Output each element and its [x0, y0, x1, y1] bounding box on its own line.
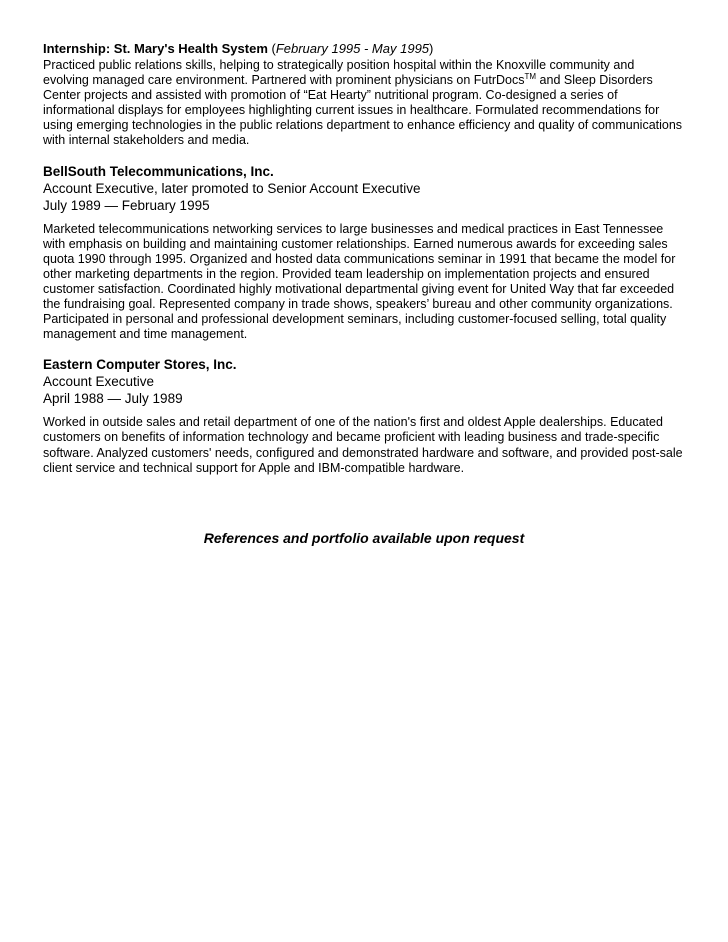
job-title: Account Executive, later promoted to Senior Account Executive — [43, 180, 421, 196]
company-name: Eastern Computer Stores, Inc. — [43, 357, 237, 373]
job-bellsouth — [43, 163, 683, 343]
job-description: Marketed telecommunications networking services to large businesses and medical practices in East Tennessee with emphasis on building and maintaining customer relationships. Earned numerous awards for exceeding sales quota 1990 through 1995. Organized and hosted data communications seminar in 1991 that became the model for other marketing departments in the region. Provided team leadership on implementation projects and ensured customer satisfaction. Coordinated highly motivational departmental giving event for United Way that far exceeded the fundraising goal. Represented company in trade shows, speakers’ bureau and other community organizations. Participated in personal and professional development seminars, including customer-focused selling, total quality management and time management. — [43, 221, 676, 342]
internship-title: Internship: St. Mary's Health System — [43, 41, 268, 56]
job-dates: April 1988 — July 1989 — [43, 391, 183, 407]
internship-description-part2: and Sleep Disorders Center projects and assisted with promotion of “Eat Hearty” nutritional program. Co-designed a series of informational displays for employees highlighting current issues in healthcare. Formulated recommendations for using emerging technologies in the public relations department to enhance efficiency and quality of communications with internal stakeholders and media. — [43, 73, 683, 148]
internship-section — [43, 40, 683, 149]
internship-dates: February 1995 - May 1995 — [275, 41, 430, 56]
internship-description — [43, 58, 683, 149]
job-eastern-computer — [43, 356, 683, 475]
references-note: References and portfolio available upon request — [203, 530, 525, 546]
resume-page — [43, 40, 683, 476]
job-dates: July 1989 — February 1995 — [43, 197, 210, 213]
internship-description-part1: Practiced public relations skills, helping to strategically position hospital within the Knoxville community and evolving managed care environment. Partnered with prominent physicians on FutrDocs — [43, 58, 635, 88]
trademark-mark: TM — [524, 72, 537, 82]
job-description: Worked in outside sales and retail department of one of the nation's first and oldest Apple dealerships. Educated customers on benefits of information technology and became proficient with leading business and trade-specific software. Analyzed customers' needs, configured and demonstrated hardware and software, and provided post-sale client service and technical support for Apple and IBM-compatible hardware. — [43, 415, 683, 475]
company-name: BellSouth Telecommunications, Inc. — [43, 163, 274, 179]
internship-heading: Internship: St. Mary's Health System (February 1995 - May 1995) — [43, 41, 434, 56]
job-title: Account Executive — [43, 374, 155, 390]
